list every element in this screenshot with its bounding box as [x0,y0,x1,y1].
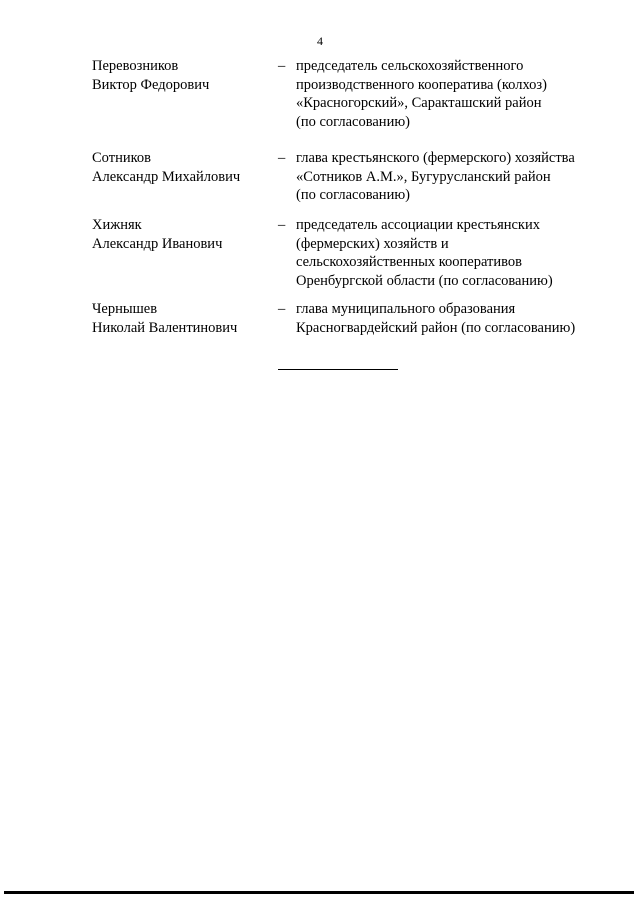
dash-separator: – [278,150,286,166]
member-given-names: Александр Михайлович [92,168,241,185]
role-line: председатель сельскохозяйственного [296,58,524,74]
role-line: сельскохозяйственных кооперативов [296,254,522,270]
dash-separator: – [278,58,286,74]
role-line: (по согласованию) [296,187,410,203]
members-list [92,57,612,340]
member-role [296,216,616,290]
member-surname: Перевозников [92,58,179,74]
role-line: Оренбургской области (по согласованию) [296,272,553,289]
member-entry [92,216,612,300]
member-role [296,149,616,205]
member-entry [92,57,612,141]
member-role [296,57,616,131]
member-name [92,57,262,94]
role-line: глава крестьянского (фермерского) хозяйства [296,150,575,166]
role-line: (по согласованию) [296,113,410,130]
dash-separator: – [278,217,286,233]
role-line: (фермерских) хозяйств и [296,235,449,252]
member-given-names: Виктор Федорович [92,76,210,93]
member-surname: Сотников [92,150,151,166]
role-line: Красногвардейский район (по согласованию) [296,319,576,336]
member-role [296,300,616,337]
member-entry [92,149,612,216]
member-surname: Чернышев [92,301,158,317]
role-line: «Сотников А.М.», Бугурусланский район [296,168,551,185]
role-line: производственного кооператива (колхоз) [296,76,547,93]
role-line: «Красногорский», Саракташский район [296,95,542,111]
member-entry [92,300,612,340]
page-bottom-rule [4,891,634,894]
member-given-names: Николай Валентинович [92,319,238,336]
dash-separator: – [278,301,286,317]
role-line: глава муниципального образования [296,301,516,317]
page-number: 4 [317,34,323,48]
role-line: председатель ассоциации крестьянских [296,217,540,233]
member-name [92,216,262,253]
member-surname: Хижняк [92,217,142,233]
member-name [92,149,262,186]
closing-divider [278,369,398,370]
member-name [92,300,262,337]
member-given-names: Александр Иванович [92,235,223,252]
